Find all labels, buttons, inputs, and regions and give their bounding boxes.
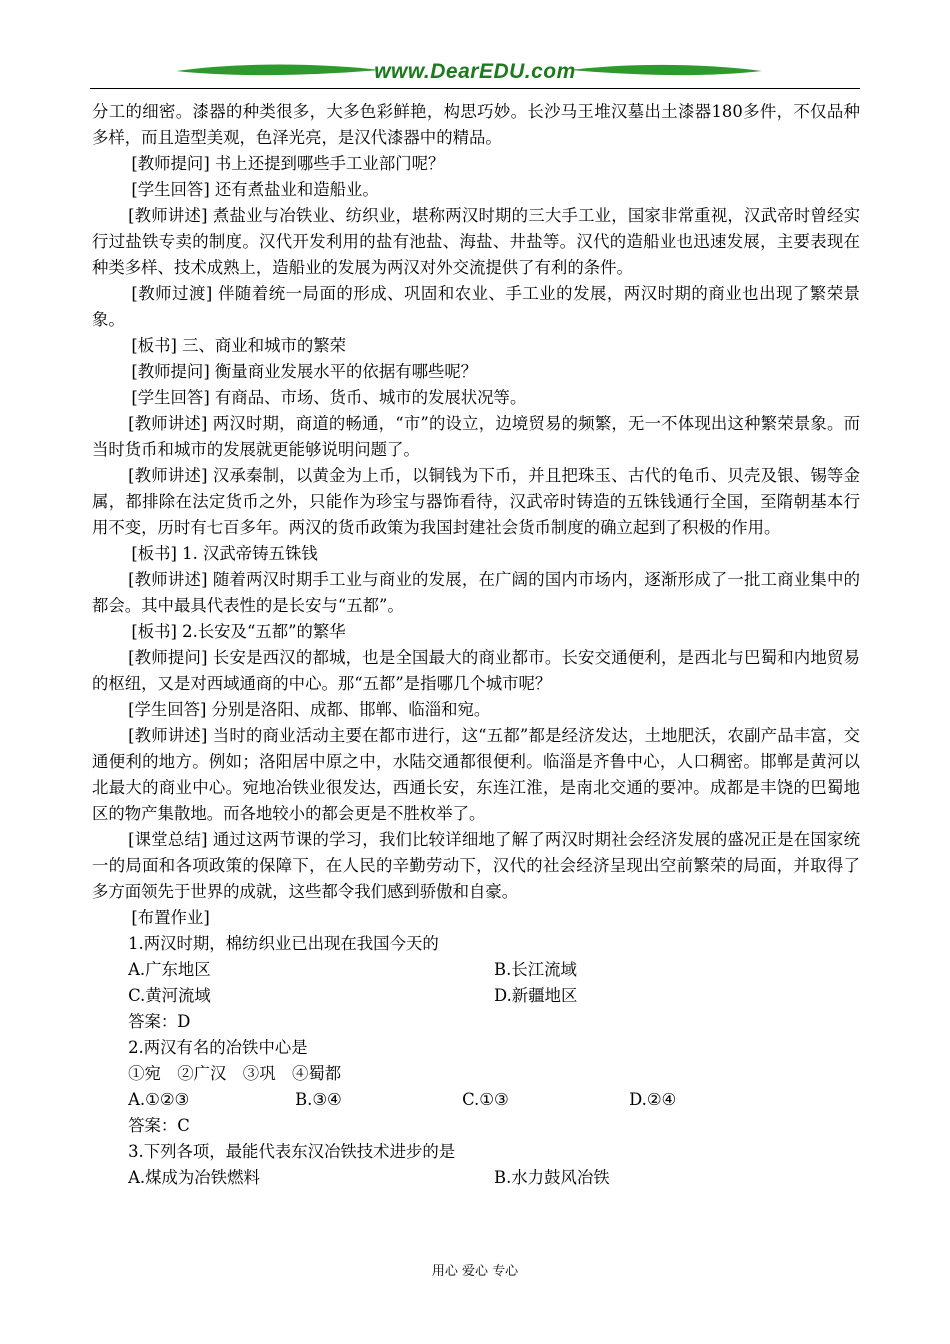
- option: B.长江流域: [494, 960, 577, 979]
- option: A.煤成为冶铁燃料: [128, 1168, 260, 1187]
- paragraph: [教师讲述] 两汉时期，商道的畅通，“市”的设立，边境贸易的频繁，无一不体现出这种繁荣景象。而当时货币和城市的发展就更能够说明问题了。: [92, 414, 860, 459]
- question-options: [92, 983, 860, 1009]
- option: C.①③: [462, 1090, 509, 1109]
- option: A.广东地区: [128, 960, 211, 979]
- question-stem: 2.两汉有名的冶铁中心是: [128, 1038, 308, 1057]
- paragraph: [教师讲述] 随着两汉时期手工业与商业的发展，在广阔的国内市场内，逐渐形成了一批工商业集中的都会。其中最具代表性的是长安与“五都”。: [92, 570, 860, 615]
- paragraph: [教师提问] 衡量商业发展水平的依据有哪些呢？: [131, 362, 478, 381]
- logo-text: www.DearEDU.com: [374, 60, 576, 83]
- document-body: [92, 99, 860, 1191]
- paragraph: [学生回答] 有商品、市场、货币、城市的发展状况等。: [131, 388, 527, 407]
- paragraph: [教师过渡] 伴随着统一局面的形成、巩固和农业、手工业的发展，两汉时期的商业也出现了繁荣景象。: [92, 284, 860, 329]
- paragraph: [布置作业]: [131, 908, 210, 927]
- option: D.新疆地区: [494, 986, 578, 1005]
- paragraph: [学生回答] 分别是洛阳、成都、邯郸、临淄和宛。: [128, 700, 491, 719]
- question-options: [92, 1165, 860, 1191]
- option: C.黄河流域: [128, 986, 211, 1005]
- paragraph: [教师提问] 书上还提到哪些手工业部门呢？: [131, 154, 445, 173]
- paragraph: [板书] 2.长安及“五都”的繁华: [131, 622, 346, 641]
- answer: 答案：C: [128, 1116, 190, 1135]
- answer: 答案：D: [128, 1012, 191, 1031]
- paragraph: [板书] 三、商业和城市的繁荣: [131, 336, 347, 355]
- question-stem: 3.下列各项，最能代表东汉冶铁技术进步的是: [128, 1142, 456, 1161]
- option: B.水力鼓风冶铁: [494, 1168, 610, 1187]
- paragraph: [教师讲述] 当时的商业活动主要在都市进行，这“五都”都是经济发达，土地肥沃，农副产品丰富，交通便利的地方。例如；洛阳居中原之中，水陆交通都很便利。临淄是齐鲁中心，人口稠密。邯郸是黄河以北最大的商业中心。宛地冶铁业很发达，西通长安，东连江淮，是南北交通的要冲。成都是丰饶的巴蜀地区的物产集散地。而各地较小的都会更是不胜枚举了。: [92, 726, 860, 823]
- option: A.①②③: [128, 1090, 190, 1109]
- option: B.③④: [295, 1090, 342, 1109]
- paragraph: [教师讲述] 汉承秦制，以黄金为上币，以铜钱为下币，并且把珠玉、古代的龟币、贝壳及银、锡等金属，都排除在法定货币之外，只能作为珍宝与器饰看待，汉武帝时铸造的五铢钱通行全国，至隋朝基本行用不变，历时有七百多年。两汉的货币政策为我国封建社会货币制度的确立起到了积极的作用。: [92, 466, 860, 537]
- paragraph: [学生回答] 还有煮盐业和造船业。: [131, 180, 379, 199]
- paragraph: [教师讲述] 煮盐业与冶铁业、纺织业，堪称两汉时期的三大手工业，国家非常重视，汉武帝时曾经实行过盐铁专卖的制度。汉代开发利用的盐有池盐、海盐、井盐等。汉代的造船业也迅速发展，主要表现在种类多样、技术成熟上，造船业的发展为两汉对外交流提供了有利的条件。: [92, 206, 860, 277]
- paragraph: 分工的细密。漆器的种类很多，大多色彩鲜艳，构思巧妙。长沙马王堆汉墓出土漆器180多件，不仅品种多样，而且造型美观，色泽光亮，是汉代漆器中的精品。: [92, 102, 860, 147]
- page-header-logo: [90, 58, 860, 90]
- page-footer: 用心 爱心 专心: [431, 1264, 519, 1279]
- paragraph: [课堂总结] 通过这两节课的学习，我们比较详细地了解了两汉时期社会经济发展的盛况正是在国家统一的局面和各项政策的保障下，在人民的辛勤劳动下，汉代的社会经济呈现出空前繁荣的局面，并取得了多方面领先于世界的成就，这些都令我们感到骄傲和自豪。: [92, 830, 860, 901]
- paragraph: [教师提问] 长安是西汉的都城，也是全国最大的商业都市。长安交通便利，是西北与巴蜀和内地贸易的枢纽，又是对西域通商的中心。那“五都”是指哪几个城市呢？: [92, 648, 860, 693]
- question-options: [92, 1087, 860, 1113]
- paragraph: [板书] 1. 汉武帝铸五铢钱: [131, 544, 318, 563]
- question-items: ①宛 ②广汉 ③巩 ④蜀都: [128, 1064, 342, 1083]
- question-stem: 1.两汉时期，棉纺织业已出现在我国今天的: [128, 934, 439, 953]
- question-options: [92, 957, 860, 983]
- header-rule: [90, 88, 860, 89]
- option: D.②④: [629, 1090, 677, 1109]
